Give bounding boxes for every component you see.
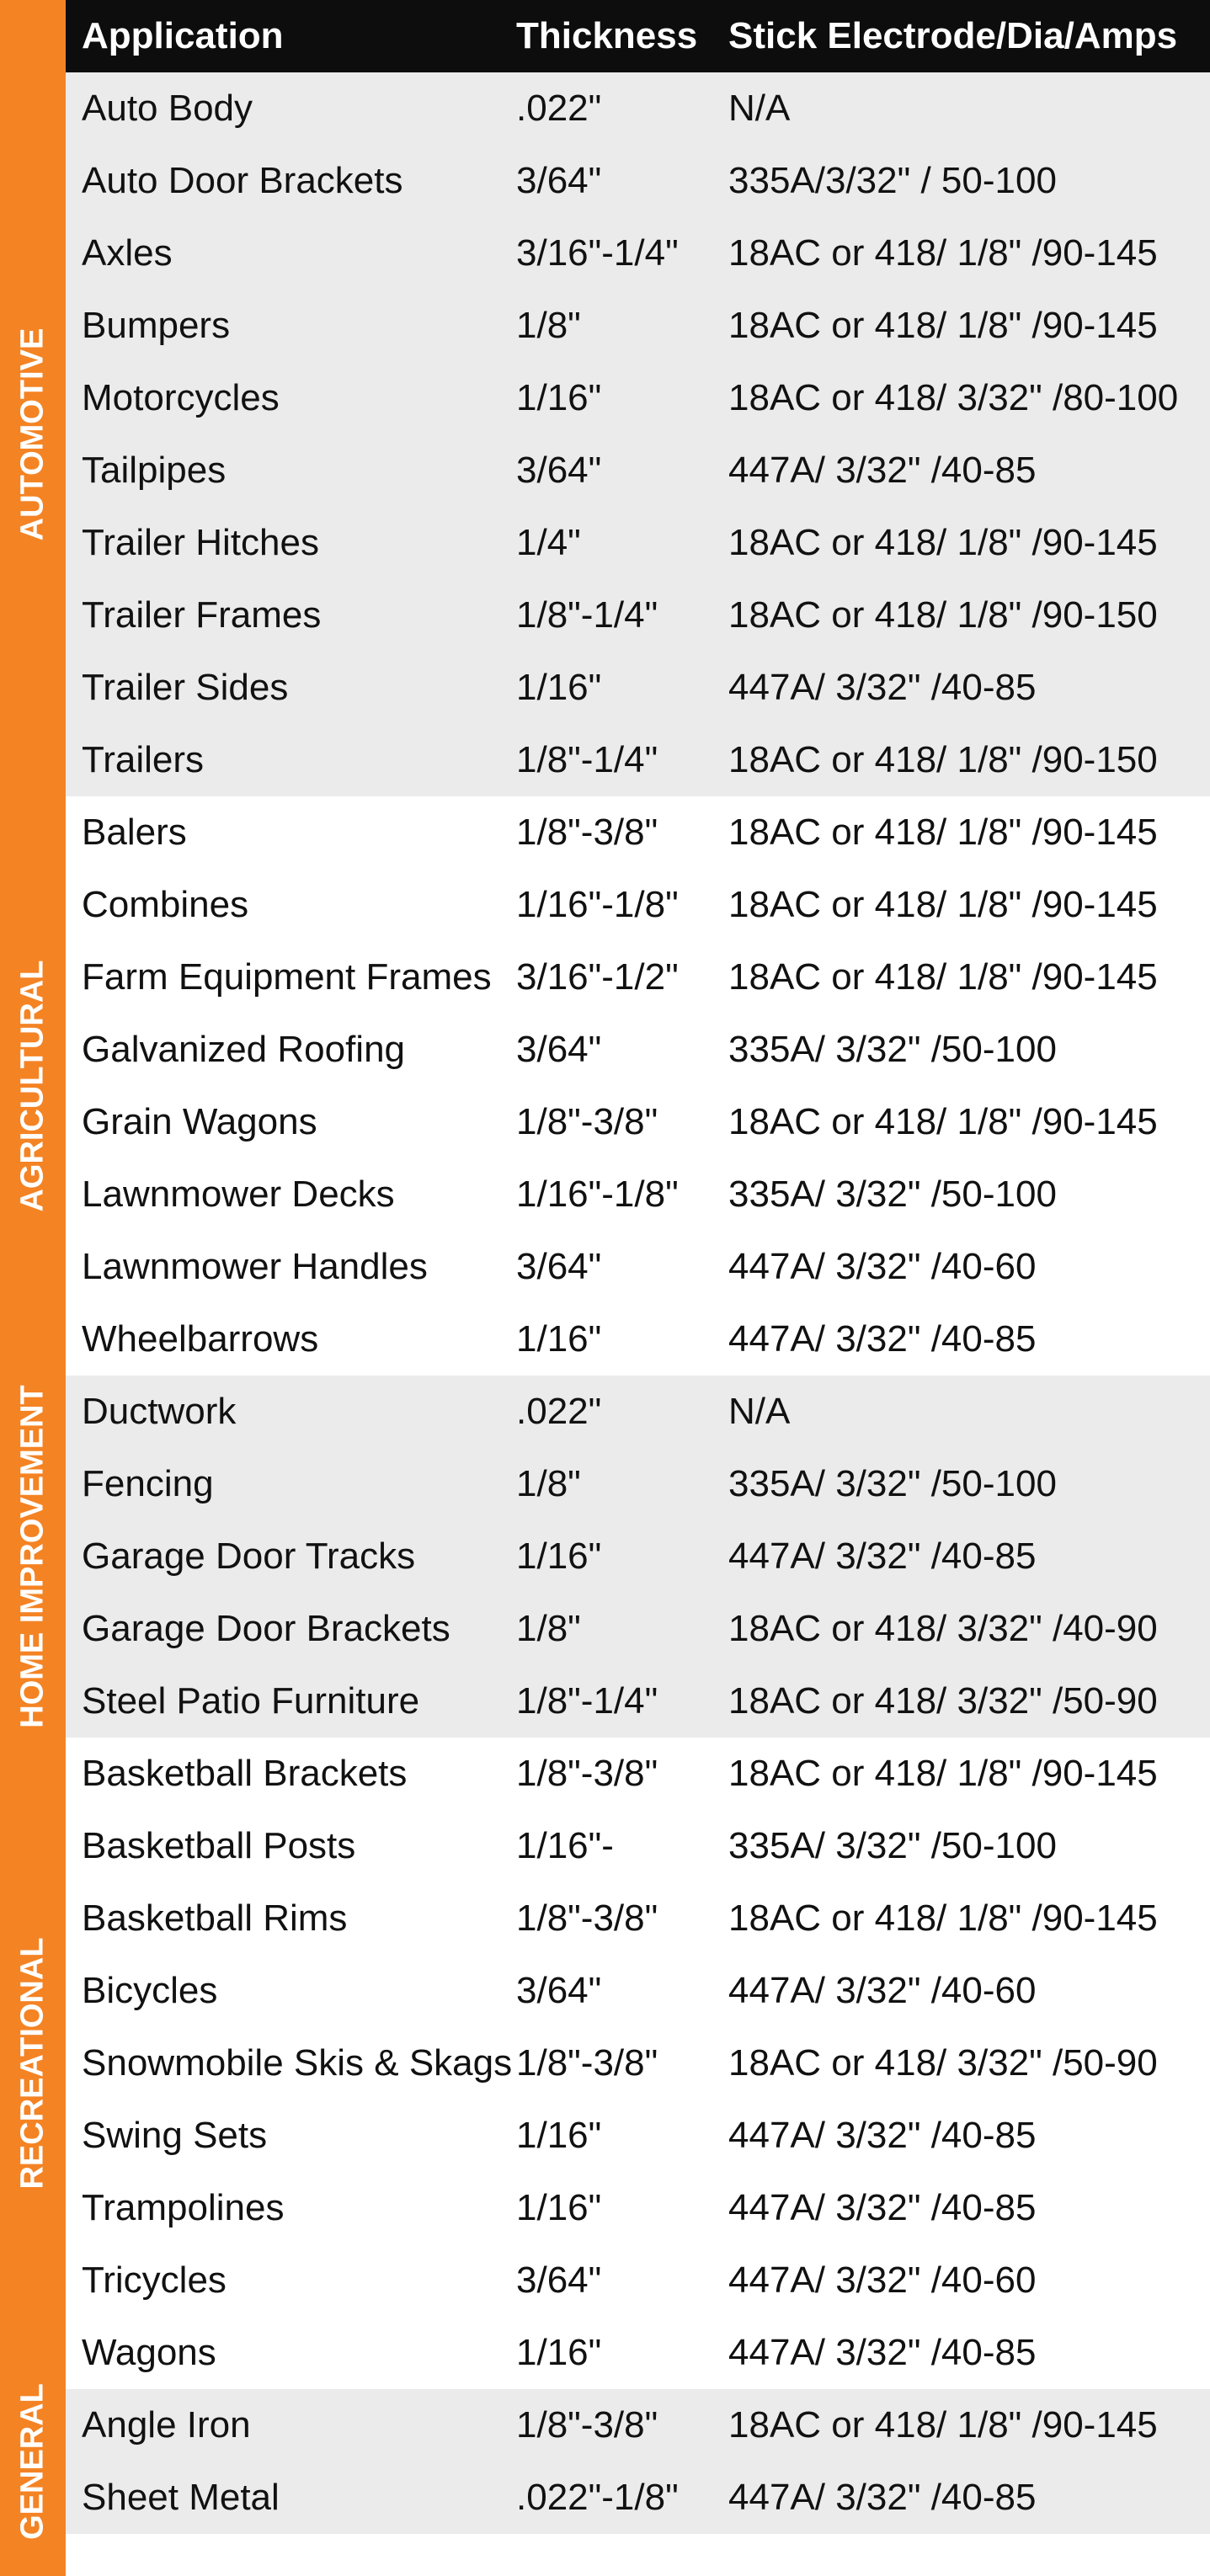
cell-application: Axles xyxy=(82,232,173,274)
cell-stick-electrode: 335A/ 3/32" /50-100 xyxy=(728,1174,1057,1215)
table-row xyxy=(66,1882,1210,1955)
cell-application: Galvanized Roofing xyxy=(82,1029,406,1070)
cell-thickness: 1/8"-3/8" xyxy=(516,1753,658,1794)
cell-application: Auto Body xyxy=(82,88,253,129)
cell-stick-electrode: 447A/ 3/32" /40-85 xyxy=(728,2115,1037,2156)
cell-thickness: 1/16" xyxy=(516,1318,602,1360)
table-row xyxy=(66,869,1210,941)
cell-stick-electrode: 447A/ 3/32" /40-85 xyxy=(728,1318,1037,1360)
table-row xyxy=(66,1738,1210,1810)
section-label: RECREATIONAL xyxy=(14,1937,51,2190)
cell-thickness: 1/16" xyxy=(516,667,602,708)
cell-thickness: 1/16" xyxy=(516,2187,602,2228)
cell-application: Ductwork xyxy=(82,1391,237,1432)
cell-stick-electrode: 18AC or 418/ 1/8" /90-150 xyxy=(728,594,1158,636)
cell-stick-electrode: 335A/ 3/32" /50-100 xyxy=(728,1029,1057,1070)
cell-stick-electrode: 335A/3/32" / 50-100 xyxy=(728,160,1057,201)
cell-stick-electrode: 18AC or 418/ 3/32" /50-90 xyxy=(728,2042,1158,2084)
cell-thickness: .022" xyxy=(516,1391,602,1432)
cell-stick-electrode: 18AC or 418/ 1/8" /90-150 xyxy=(728,739,1158,780)
table-row xyxy=(66,724,1210,796)
section-recreational xyxy=(0,1738,1210,2389)
cell-application: Trailers xyxy=(82,739,205,780)
cell-stick-electrode: 18AC or 418/ 3/32" /40-90 xyxy=(728,1608,1158,1649)
table-row xyxy=(66,1231,1210,1303)
cell-application: Basketball Posts xyxy=(82,1825,356,1866)
cell-application: Wheelbarrows xyxy=(82,1318,319,1360)
cell-thickness: 1/8" xyxy=(516,1608,581,1649)
cell-thickness: 1/8"-3/8" xyxy=(516,1897,658,1939)
cell-thickness: .022" xyxy=(516,88,602,129)
cell-thickness: 1/16"- xyxy=(516,1825,614,1866)
section-label: GENERAL xyxy=(14,2383,51,2540)
cell-application: Trampolines xyxy=(82,2187,285,2228)
cell-stick-electrode: 18AC or 418/ 1/8" /90-145 xyxy=(728,232,1158,274)
cell-stick-electrode: 335A/ 3/32" /50-100 xyxy=(728,1825,1057,1866)
table-row xyxy=(66,507,1210,579)
table-row xyxy=(66,1593,1210,1665)
cell-stick-electrode: N/A xyxy=(728,88,791,129)
header-application: Application xyxy=(82,15,284,56)
cell-stick-electrode: 18AC or 418/ 1/8" /90-145 xyxy=(728,522,1158,563)
cell-application: Lawnmower Decks xyxy=(82,1174,395,1215)
section-home-improvement xyxy=(0,1376,1210,1738)
table-row xyxy=(66,1520,1210,1593)
cell-application: Basketball Rims xyxy=(82,1897,348,1939)
cell-thickness: 1/8"-1/4" xyxy=(516,594,658,636)
cell-thickness: 1/16" xyxy=(516,2332,602,2373)
table-row xyxy=(66,1665,1210,1738)
cell-thickness: 1/16"-1/8" xyxy=(516,884,679,925)
cell-thickness: 3/64" xyxy=(516,450,602,491)
table-row xyxy=(66,941,1210,1014)
table-header xyxy=(66,0,1210,72)
cell-application: Motorcycles xyxy=(82,377,280,418)
section-label: AGRICULTURAL xyxy=(14,960,51,1212)
cell-stick-electrode: 447A/ 3/32" /40-85 xyxy=(728,667,1037,708)
cell-application: Garage Door Tracks xyxy=(82,1535,416,1577)
cell-stick-electrode: 18AC or 418/ 1/8" /90-145 xyxy=(728,1897,1158,1939)
cell-stick-electrode: 447A/ 3/32" /40-85 xyxy=(728,450,1037,491)
table-row xyxy=(66,72,1210,145)
cell-stick-electrode: 18AC or 418/ 1/8" /90-145 xyxy=(728,884,1158,925)
cell-stick-electrode: 447A/ 3/32" /40-85 xyxy=(728,2477,1037,2518)
table-row xyxy=(66,1376,1210,1448)
cell-thickness: 1/16" xyxy=(516,2115,602,2156)
cell-thickness: 3/16"-1/4" xyxy=(516,232,679,274)
cell-application: Combines xyxy=(82,884,249,925)
cell-thickness: 1/16"-1/8" xyxy=(516,1174,679,1215)
cell-thickness: 1/4" xyxy=(516,522,581,563)
cell-application: Basketball Brackets xyxy=(82,1753,408,1794)
table-row xyxy=(66,2389,1210,2462)
cell-application: Auto Door Brackets xyxy=(82,160,403,201)
table-row xyxy=(66,362,1210,434)
cell-application: Snowmobile Skis & Skags xyxy=(82,2042,513,2084)
cell-application: Swing Sets xyxy=(82,2115,268,2156)
cell-application: Farm Equipment Frames xyxy=(82,956,492,998)
cell-stick-electrode: 447A/ 3/32" /40-60 xyxy=(728,2259,1037,2301)
table-row xyxy=(66,217,1210,290)
cell-stick-electrode: 18AC or 418/ 1/8" /90-145 xyxy=(728,956,1158,998)
cell-thickness: 3/64" xyxy=(516,160,602,201)
cell-stick-electrode: 18AC or 418/ 3/32" /50-90 xyxy=(728,1680,1158,1722)
cell-application: Tricycles xyxy=(82,2259,227,2301)
table-row xyxy=(66,1303,1210,1376)
table-row xyxy=(66,2100,1210,2172)
cell-application: Sheet Metal xyxy=(82,2477,280,2518)
cell-thickness: 3/64" xyxy=(516,2259,602,2301)
section-automotive xyxy=(0,72,1210,796)
table-row xyxy=(66,652,1210,724)
cell-thickness: 1/8"-1/4" xyxy=(516,1680,658,1722)
cell-thickness: 1/8"-3/8" xyxy=(516,812,658,853)
table-row xyxy=(66,796,1210,869)
cell-thickness: 3/64" xyxy=(516,1970,602,2011)
table-row xyxy=(66,290,1210,362)
cell-thickness: 3/64" xyxy=(516,1246,602,1287)
cell-thickness: 1/8"-1/4" xyxy=(516,739,658,780)
cell-stick-electrode: N/A xyxy=(728,1391,791,1432)
cell-stick-electrode: 447A/ 3/32" /40-85 xyxy=(728,2187,1037,2228)
cell-application: Tailpipes xyxy=(82,450,227,491)
table-row xyxy=(66,579,1210,652)
cell-thickness: .022"-1/8" xyxy=(516,2477,679,2518)
cell-application: Trailer Sides xyxy=(82,667,289,708)
table-row xyxy=(66,1158,1210,1231)
table-row xyxy=(66,2172,1210,2244)
cell-thickness: 1/8"-3/8" xyxy=(516,1101,658,1142)
section-agricultural xyxy=(0,796,1210,1376)
cell-application: Bicycles xyxy=(82,1970,218,2011)
cell-application: Steel Patio Furniture xyxy=(82,1680,420,1722)
cell-stick-electrode: 447A/ 3/32" /40-85 xyxy=(728,1535,1037,1577)
table-row xyxy=(66,1086,1210,1158)
table-row xyxy=(66,2317,1210,2389)
cell-application: Fencing xyxy=(82,1463,214,1504)
header-stick-electrode: Stick Electrode/Dia/Amps xyxy=(728,15,1178,56)
cell-application: Bumpers xyxy=(82,305,231,346)
cell-application: Balers xyxy=(82,812,187,853)
cell-thickness: 1/8"-3/8" xyxy=(516,2042,658,2084)
section-general xyxy=(0,2383,1210,2540)
cell-application: Lawnmower Handles xyxy=(82,1246,428,1287)
table-row xyxy=(66,1955,1210,2027)
table-row xyxy=(66,2462,1210,2534)
cell-stick-electrode: 18AC or 418/ 1/8" /90-145 xyxy=(728,1101,1158,1142)
table-row xyxy=(66,1014,1210,1086)
table-row xyxy=(66,2027,1210,2100)
cell-application: Angle Iron xyxy=(82,2404,251,2446)
cell-stick-electrode: 18AC or 418/ 1/8" /90-145 xyxy=(728,1753,1158,1794)
cell-application: Trailer Hitches xyxy=(82,522,319,563)
cell-stick-electrode: 447A/ 3/32" /40-85 xyxy=(728,2332,1037,2373)
cell-thickness: 1/16" xyxy=(516,1535,602,1577)
section-label: AUTOMOTIVE xyxy=(14,327,51,541)
table-row xyxy=(66,1810,1210,1882)
cell-thickness: 1/8" xyxy=(516,1463,581,1504)
table-row xyxy=(66,145,1210,217)
cell-stick-electrode: 18AC or 418/ 1/8" /90-145 xyxy=(728,305,1158,346)
cell-stick-electrode: 447A/ 3/32" /40-60 xyxy=(728,1970,1037,2011)
cell-application: Trailer Frames xyxy=(82,594,322,636)
cell-application: Wagons xyxy=(82,2332,216,2373)
table-row xyxy=(66,2244,1210,2317)
cell-thickness: 3/16"-1/2" xyxy=(516,956,679,998)
cell-stick-electrode: 18AC or 418/ 1/8" /90-145 xyxy=(728,2404,1158,2446)
cell-thickness: 3/64" xyxy=(516,1029,602,1070)
table-row xyxy=(66,1448,1210,1520)
cell-stick-electrode: 335A/ 3/32" /50-100 xyxy=(728,1463,1057,1504)
cell-stick-electrode: 18AC or 418/ 1/8" /90-145 xyxy=(728,812,1158,853)
cell-application: Garage Door Brackets xyxy=(82,1608,450,1649)
cell-thickness: 1/16" xyxy=(516,377,602,418)
cell-thickness: 1/8"-3/8" xyxy=(516,2404,658,2446)
section-label: HOME IMPROVEMENT xyxy=(14,1385,51,1728)
cell-thickness: 1/8" xyxy=(516,305,581,346)
cell-stick-electrode: 447A/ 3/32" /40-60 xyxy=(728,1246,1037,1287)
table-row xyxy=(66,434,1210,507)
cell-stick-electrode: 18AC or 418/ 3/32" /80-100 xyxy=(728,377,1179,418)
cell-application: Grain Wagons xyxy=(82,1101,317,1142)
header-thickness: Thickness xyxy=(516,15,698,56)
